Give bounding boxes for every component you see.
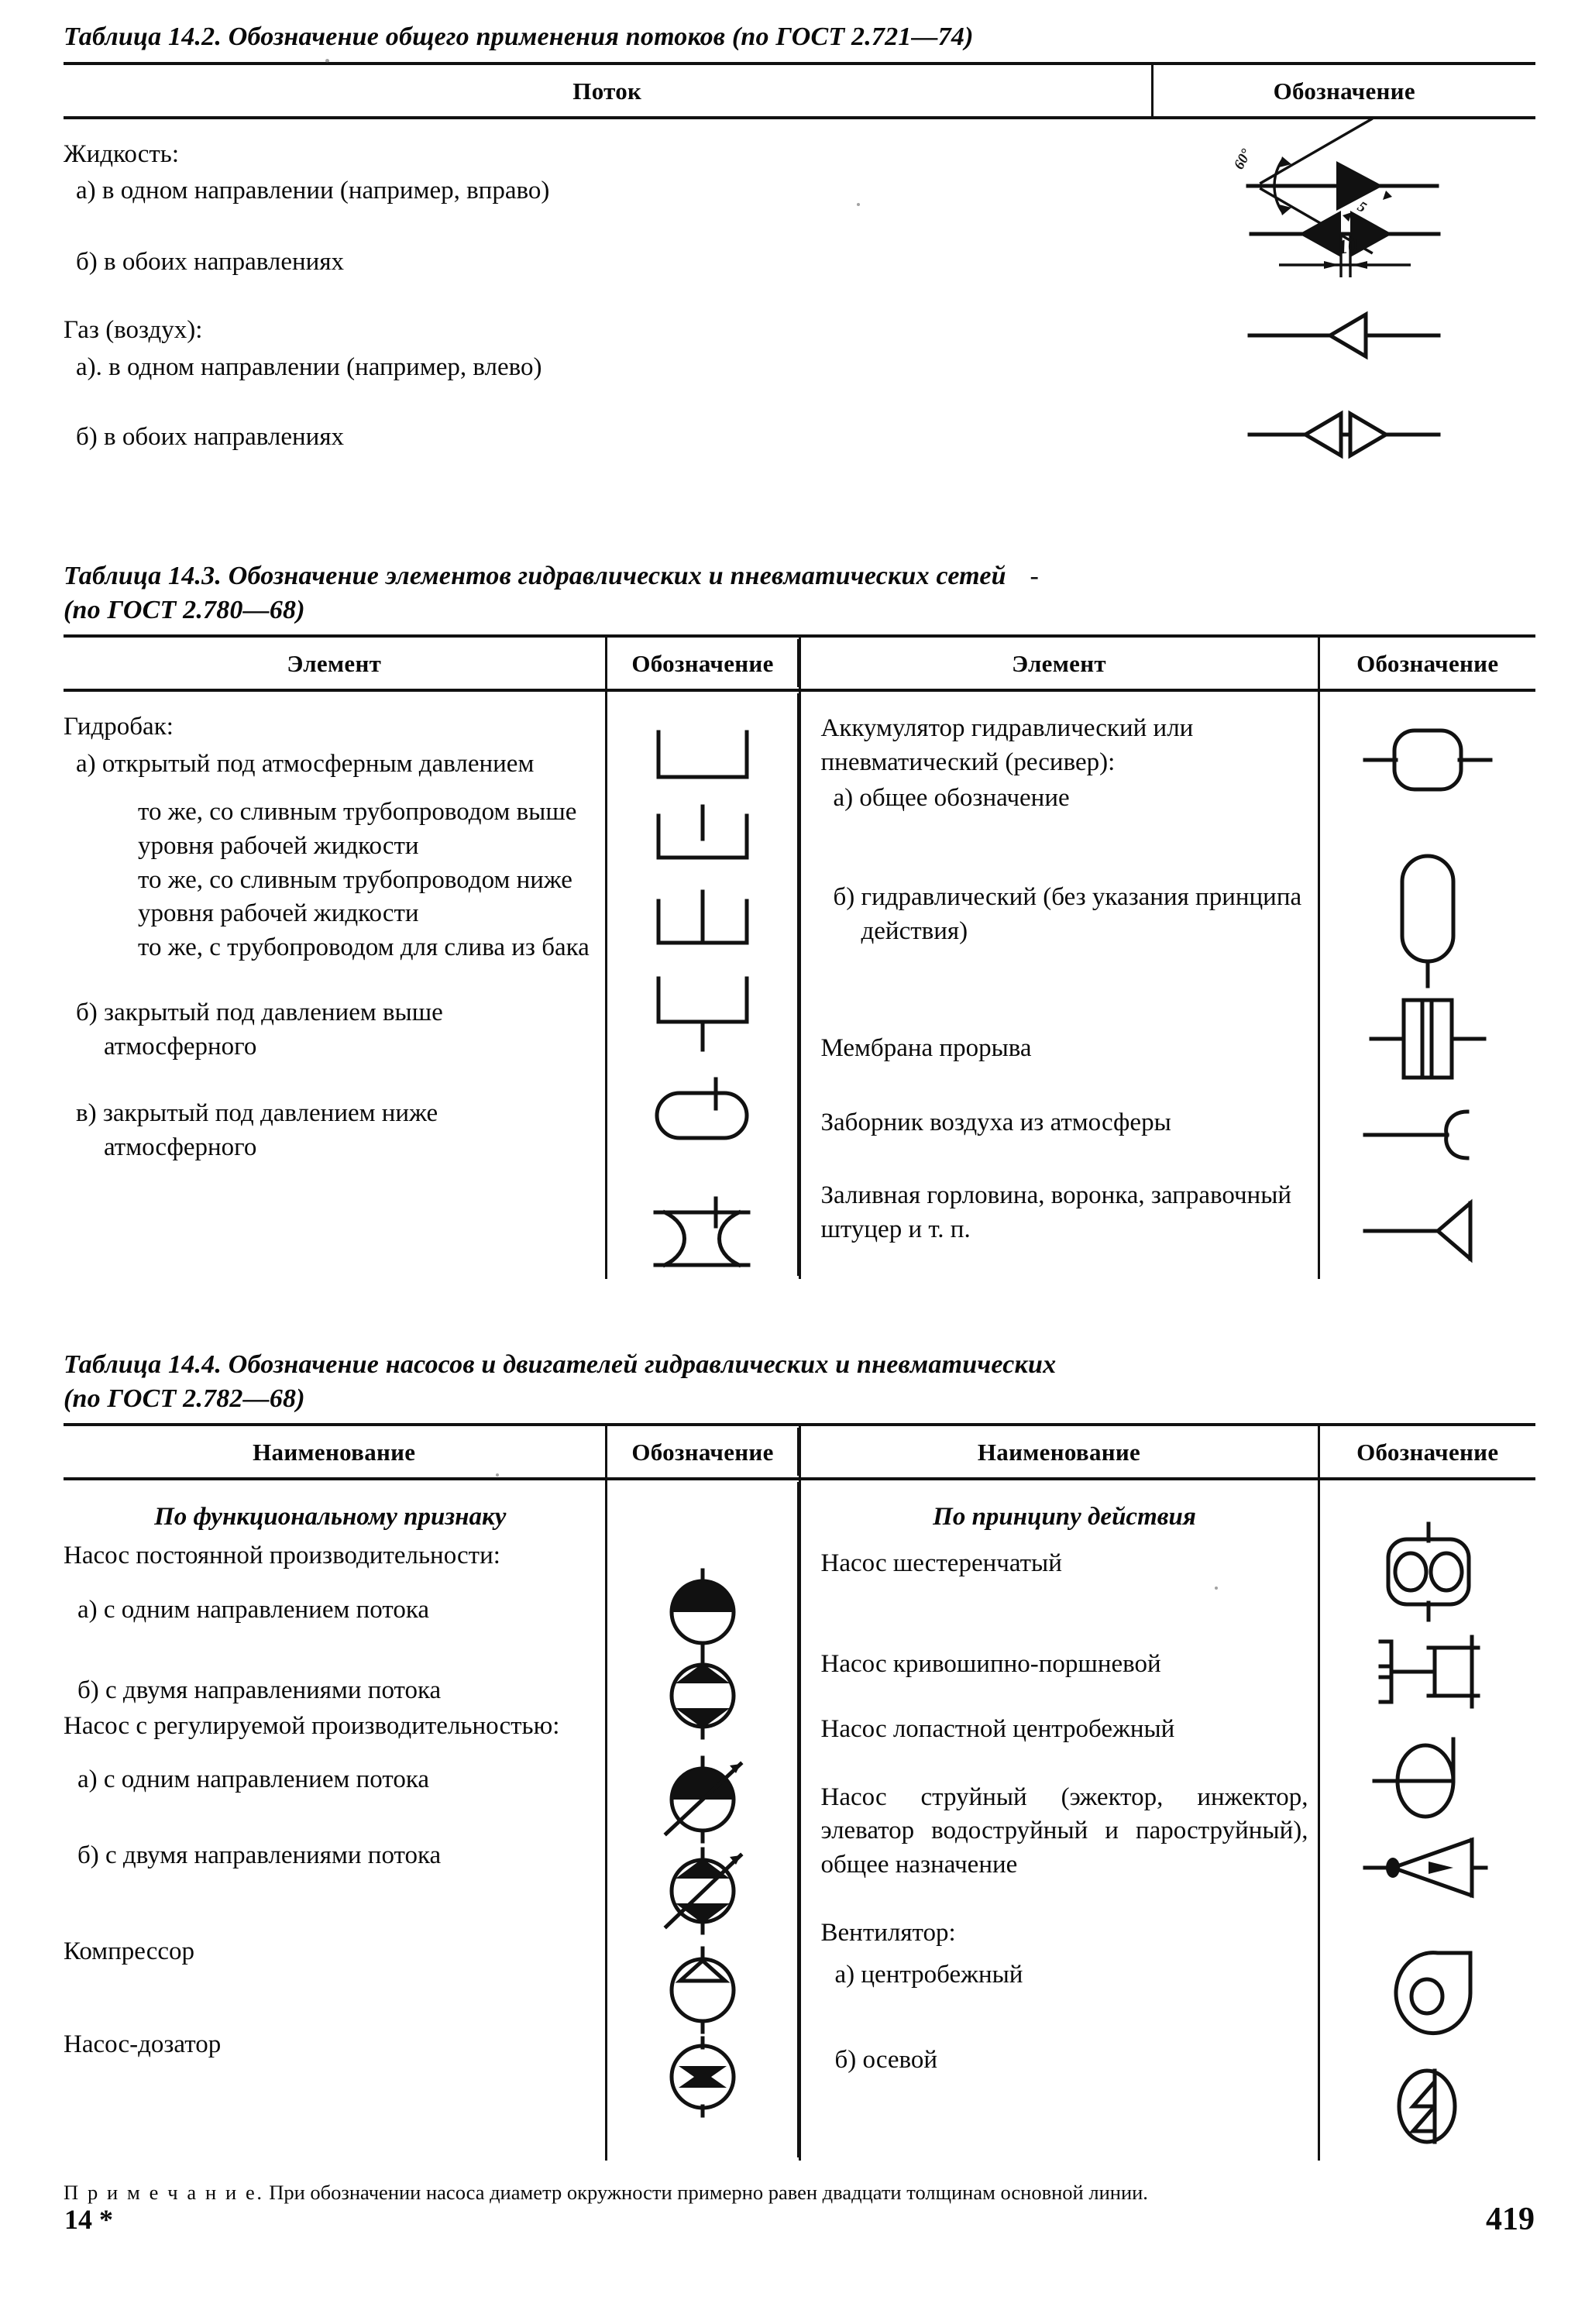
- symbol-gear-pump: [1321, 1521, 1535, 1629]
- table-14-4-header-symbol-left: Обозначение: [606, 1425, 799, 1479]
- section-principle: По принципу действия: [933, 1503, 1196, 1532]
- table-14-2: [64, 62, 1535, 472]
- symbol-tank-open-atmospheric: [608, 727, 798, 802]
- table-14-3-header-row: [64, 636, 1535, 690]
- row-rupture-membrane: Мембрана прорыва: [820, 1034, 1032, 1063]
- symbol-tank-drain-below-level: [608, 887, 798, 974]
- table-14-4-right-text-column: [799, 1479, 1319, 2161]
- table-14-4-header-symbol-right: Обозначение: [1319, 1425, 1535, 1479]
- table-14-2-caption: Таблица 14.2. Обозначение общего применения потоков (по ГОСТ 2.721—74): [64, 22, 974, 51]
- row-accumulator-group: Аккумулятор гидравлический или пневматический (ресивер):: [820, 714, 1194, 776]
- table-14-4-left-symbol-column: [606, 1479, 799, 2161]
- note-body: При обозначении насоса диаметр окружности примерно равен двадцати толщинам основной линии.: [263, 2181, 1148, 2205]
- page-footer: [64, 2200, 1535, 2239]
- table-14-4-header-name-right: Наименование: [799, 1425, 1319, 1479]
- row-gas-a: а). в одном направлении (например, влево): [76, 353, 542, 382]
- scan-speck: [857, 203, 860, 206]
- symbol-liquid-both-directions-arrow: [1153, 206, 1535, 308]
- symbol-metering-pump: [608, 2033, 798, 2123]
- symbol-gas-both-directions-arrow: [1153, 407, 1535, 454]
- row-tank-a: а) открытый под атмосферным давлением: [76, 749, 535, 778]
- symbol-tank-with-drain-pipe: [608, 974, 798, 1073]
- symbol-gas-one-direction-arrow: [1153, 308, 1535, 407]
- scan-speck: [1215, 1587, 1218, 1590]
- table-14-4-header-row: [64, 1425, 1535, 1479]
- table-row: [64, 118, 1535, 172]
- row-liquid-a: а) в одном направлении (например, вправо): [76, 177, 550, 205]
- table-14-3: [64, 634, 1535, 1279]
- table-14-2-header-symbol: Обозначение: [1152, 64, 1535, 118]
- row-gear-pump: Насос шестеренчатый: [820, 1549, 1062, 1577]
- table-14-4-body-row: [64, 1479, 1535, 2161]
- table-14-4: [64, 1423, 1535, 2161]
- symbol-accumulator-general: [1321, 720, 1535, 848]
- table-14-3-right-text-column: [799, 690, 1319, 1279]
- page-number: 419: [1486, 2202, 1535, 2237]
- caption-trailing-mark: -: [1030, 562, 1040, 590]
- row-tank-v: в) закрытый под давлением ниже атмосферного: [76, 1098, 438, 1161]
- row-tank-b: б) закрытый под давлением выше атмосферного: [76, 999, 443, 1061]
- row-pump-const-group: Насос постоянной производительности:: [64, 1541, 500, 1569]
- table-14-4-caption: [64, 1348, 1535, 1415]
- table-14-3-right-symbol-column: [1319, 690, 1535, 1279]
- symbol-liquid-one-direction-arrow: [1153, 135, 1535, 216]
- row-tank-group: Гидробак:: [64, 713, 174, 741]
- table-14-2-block: [64, 20, 1535, 472]
- symbol-pump-const-one-direction: [608, 1564, 798, 1649]
- table-14-3-body-row: [64, 690, 1535, 1279]
- symbol-air-intake: [1321, 1099, 1535, 1192]
- row-fan-centrifugal: а) центробежный: [834, 1961, 1023, 1989]
- row-tank-drain-above: то же, со сливным трубопроводом выше уровня рабочей жидкости: [138, 797, 577, 860]
- table-14-4-left-text-column: [64, 1479, 606, 2161]
- row-crank-piston-pump: Насос кривошипно-поршневой: [820, 1649, 1161, 1678]
- svg-text:5: 5: [1354, 198, 1369, 216]
- row-pump-var-group: Насос с регулируемой производительностью:: [64, 1711, 560, 1740]
- row-liquid-b: б) в обоих направлениях: [76, 248, 345, 277]
- symbol-centrifugal-vane-pump: [1321, 1733, 1535, 1831]
- row-tank-drain-below: то же, со сливным трубопроводом ниже уровня рабочей жидкости: [138, 865, 572, 928]
- symbol-filler-neck-funnel: [1321, 1192, 1535, 1274]
- svg-text:10: 10: [1336, 233, 1360, 259]
- row-accumulator-b: б) гидравлический (без указания принципа действия): [833, 882, 1302, 945]
- scan-speck: [496, 1473, 499, 1477]
- row-jet-pump: Насос струйный (эжектор, инжектор, элеватор водоструйный и пароструйный), общее назначение: [820, 1783, 1308, 1879]
- table-14-3-caption: [64, 559, 1535, 627]
- symbol-fan-centrifugal: [1321, 1945, 1535, 2058]
- note-lead: П р и м е ч а н и е.: [64, 2181, 264, 2205]
- symbol-tank-closed-above-atmospheric: [608, 1073, 798, 1189]
- row-fan-axial: б) осевой: [834, 2045, 938, 2074]
- section-functional: По функциональному признаку: [154, 1503, 507, 1532]
- symbol-fan-axial: [1321, 2058, 1535, 2160]
- row-pump-const-b: б) с двумя направлениями потока: [77, 1676, 442, 1704]
- table-14-3-block: [64, 559, 1535, 1279]
- row-metering-pump: Насос-дозатор: [64, 2030, 222, 2059]
- table-14-3-caption-line2: (по ГОСТ 2.780—68): [64, 595, 305, 624]
- row-air-intake: Заборник воздуха из атмосферы: [820, 1109, 1171, 1137]
- table-14-3-header-element-right: Элемент: [799, 636, 1319, 690]
- table-14-4-block: [64, 1348, 1535, 2205]
- row-pump-var-b: б) с двумя направлениями потока: [77, 1841, 442, 1870]
- table-14-3-left-symbol-column: [606, 690, 799, 1279]
- symbol-tank-drain-above-level: [608, 802, 798, 887]
- symbol-jet-pump: [1321, 1831, 1535, 1945]
- table-14-4-caption-line2: (по ГОСТ 2.782—68): [64, 1384, 305, 1413]
- table-14-4-caption-line1: Таблица 14.4. Обозначение насосов и двигателей гидравлических и пневматических: [64, 1350, 1057, 1379]
- symbol-pump-var-one-direction: [608, 1750, 798, 1843]
- symbol-accumulator-hydraulic: [1321, 848, 1535, 992]
- table-14-3-header-element-left: Элемент: [287, 650, 382, 678]
- row-pump-var-a: а) с одним направлением потока: [77, 1765, 430, 1794]
- row-fan-group: Вентилятор:: [820, 1919, 956, 1948]
- symbol-rupture-membrane: [1321, 992, 1535, 1099]
- row-compressor: Компрессор: [64, 1937, 195, 1966]
- table-14-3-header-symbol-right: Обозначение: [1319, 636, 1535, 690]
- table-14-2-symbol-column: [1152, 118, 1535, 472]
- symbol-tank-closed-below-atmospheric: [608, 1189, 798, 1278]
- table-14-3-left-text-column: [64, 690, 606, 1279]
- row-pump-const-a: а) с одним направлением потока: [77, 1595, 430, 1624]
- row-gas-group: Газ (воздух):: [64, 316, 203, 345]
- symbol-pump-const-two-directions: [608, 1649, 798, 1750]
- table-14-2-header-row: [64, 64, 1535, 118]
- row-tank-drain-pipe: то же, с трубопроводом для слива из бака: [138, 933, 590, 962]
- row-gas-b: б) в обоих направлениях: [76, 422, 345, 451]
- table-14-3-caption-line1: Таблица 14.3. Обозначение элементов гидравлических и пневматических сетей: [64, 562, 1006, 590]
- scan-speck: [325, 59, 329, 63]
- svg-text:60°: 60°: [1230, 146, 1255, 172]
- table-14-4-right-symbol-column: [1319, 1479, 1535, 2161]
- symbol-pump-var-two-directions: [608, 1843, 798, 1942]
- row-liquid-group: Жидкость:: [64, 139, 179, 168]
- row-centrifugal-vane-pump: Насос лопастной центробежный: [820, 1714, 1175, 1743]
- symbol-compressor: [608, 1942, 798, 2033]
- row-accumulator-a: а) общее обозначение: [833, 783, 1070, 812]
- table-14-2-header-flow: Поток: [572, 77, 642, 105]
- table-14-4-header-name-left: Наименование: [253, 1439, 416, 1466]
- signature-mark: 14 *: [64, 2204, 113, 2235]
- row-filler-neck: Заливная горловина, воронка, заправочный штуцер и т. п.: [820, 1181, 1292, 1244]
- symbol-crank-piston-pump: [1321, 1629, 1535, 1733]
- table-14-3-header-symbol-left: Обозначение: [606, 636, 799, 690]
